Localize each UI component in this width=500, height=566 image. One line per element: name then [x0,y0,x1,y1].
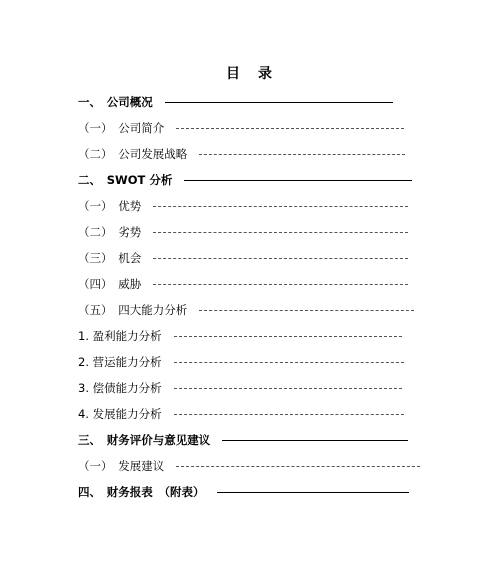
toc-entry-label: （二） 劣势 [78,225,142,239]
toc-entry-label: 4. 发展能力分析 [78,407,162,421]
toc-entry-label: （一） 公司简介 [78,121,165,135]
toc-entry-label: （三） 机会 [78,251,142,265]
toc-entry [78,92,393,112]
toc-entry-label: 2. 营运能力分析 [78,355,162,369]
toc-entry [78,326,402,346]
toc-entry-label: （五） 四大能力分析 [78,303,188,317]
toc-entry-label: 一、 公司概况 [78,95,153,109]
toc-entry-label: （二） 公司发展战略 [78,147,188,161]
toc-entry [78,170,412,190]
toc-title: 目 录 [226,66,274,82]
toc-leader-line [222,440,408,441]
toc-leader-line [174,336,402,337]
toc-entry-label: （一） 发展建议 [78,459,165,473]
toc-leader-line [217,492,409,493]
toc-entry-label: （一） 优势 [78,199,142,213]
toc-entry-label: （四） 威胁 [78,277,142,291]
toc-leader-line [153,232,408,233]
toc-leader-line [174,362,404,363]
toc-entry [78,456,420,476]
toc-entry-label: 三、 财务评价与意见建议 [78,433,211,447]
toc-entry-label: 二、 SWOT 分析 [78,173,173,187]
toc-entry [78,352,404,372]
toc-entry [78,118,404,138]
toc-leader-line [199,154,405,155]
toc-entry [78,196,408,216]
toc-entry [78,482,409,502]
toc-entry-label: 1. 盈利能力分析 [78,329,162,343]
toc-entry [78,248,408,268]
toc-leader-line [153,206,408,207]
toc-leader-line [174,414,404,415]
toc-leader-line [165,102,393,103]
toc-entry [78,378,402,398]
toc-leader-line [153,284,408,285]
toc-leader-line [153,258,408,259]
toc-entry-label: 3. 偿债能力分析 [78,381,162,395]
toc-entry [78,404,404,424]
toc-entry [78,300,414,320]
toc-entry-label: 四、 财务报表 （附表） [78,485,205,499]
toc-entry [78,430,408,450]
toc-entry [78,144,405,164]
toc-entry [78,274,408,294]
toc-entry [78,222,408,242]
toc-leader-line [176,466,420,467]
toc-leader-line [199,310,414,311]
toc-leader-line [174,388,402,389]
toc-leader-line [176,128,404,129]
toc-leader-line [184,180,412,181]
